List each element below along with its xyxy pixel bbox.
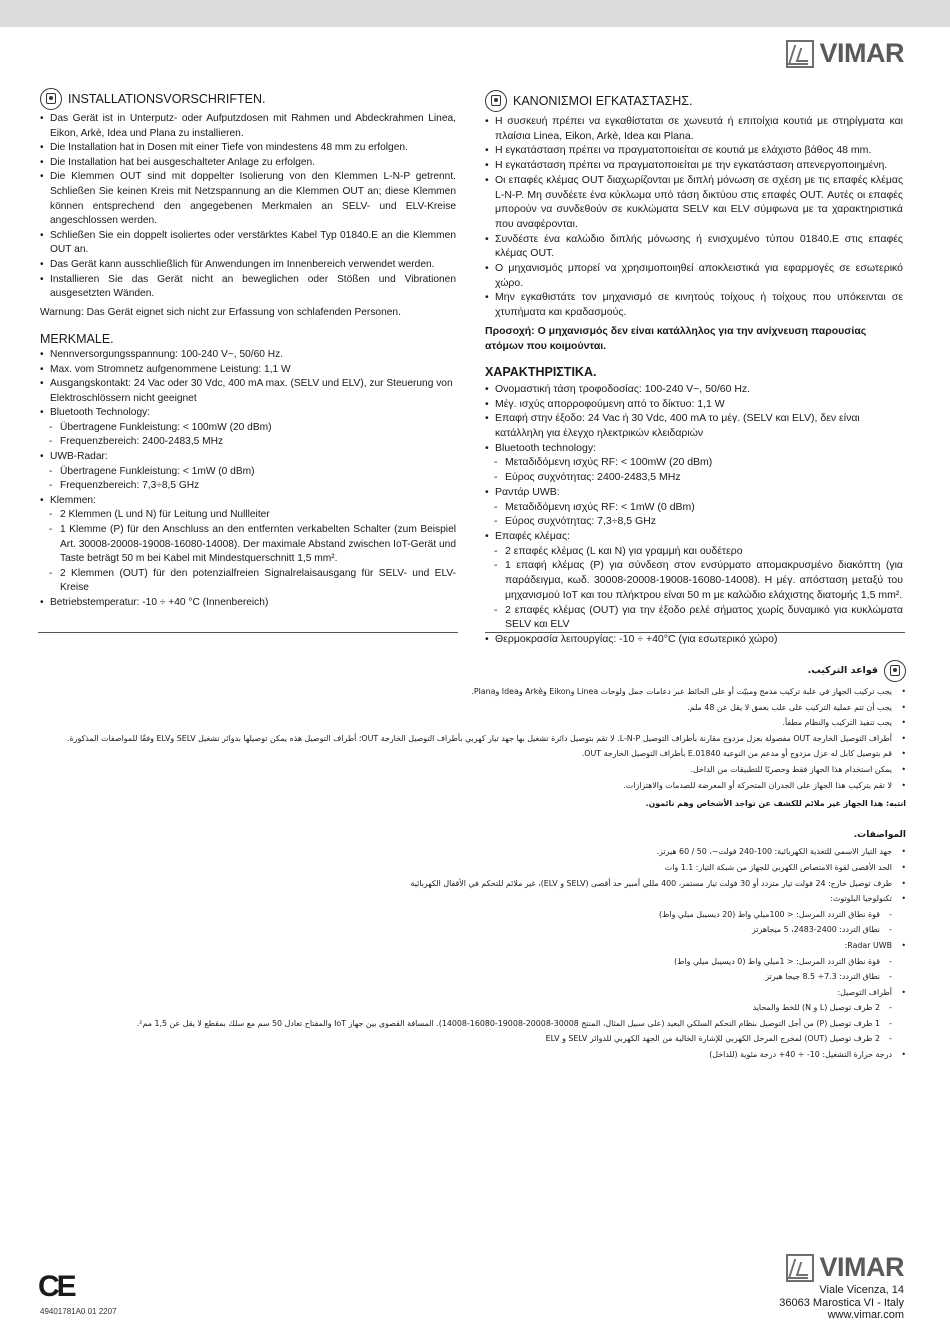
list-item: • الحد الأقصى لقوة الامتصاص الكهربي للجهاز من شبكة التيار: 1.1 وات: [36, 860, 906, 876]
greek-warning: Προσοχή: Ο μηχανισμός δεν είναι κατάλληλος για την ανίχνευση παρουσίας ατόμων που κοιμούνται.: [485, 324, 867, 352]
list-item: [40, 450, 456, 494]
list-item: • Das Gerät kann ausschließlich für Anwendungen im Innenbereich verwendet werden.: [40, 258, 456, 273]
german-features-list: [40, 348, 456, 611]
list-item: • طرف توصيل خارج: 24 فولت تيار متردد أو 30 فولت تيار مستمر، 400 مللي أمبير حد أقصى (SELV و ELV)، غير ملائم للتحكم في الأقفال الكهربائية: [36, 876, 906, 892]
vimar-logo-mark-icon: [786, 1254, 814, 1282]
sub-list-item: - نطاق التردد: 2400-2483، 5 ميجاهرتز: [36, 922, 906, 938]
list-item: • Schließen Sie ein doppelt isoliertes oder verstärktes Kabel Typ 01840.E an die Klemmen OUT an.: [40, 229, 456, 258]
sub-list-item: - 2 طرف توصيل (L و N) للخط والمحايد: [36, 1000, 906, 1016]
greek-terminals-sublist: [485, 544, 903, 632]
list-item: • تكنولوجيا البلوتوث:: [36, 891, 906, 907]
list-item: • أطراف التوصيل الخارجة OUT مفصولة بعزل مزدوج مقارنة بأطراف التوصيل L-N-P. لا تقم بتوصيل دائرة تشغيل بها جهد تيار كهربي بأطراف التوصيل الخارجة OUT؛ أطراف التوصيل هذه يمكن توصيلها بدوائر تشغيل SELV وELV وفقًا للمواصفات المذكورة.: [36, 731, 906, 747]
address-line-1: Viale Vicenza, 14: [819, 1284, 904, 1296]
german-install-heading: [40, 88, 456, 110]
german-bt-sublist: [40, 421, 456, 450]
list-item: • Installieren Sie das Gerät nicht an beweglichen oder Stößen und Vibrationen ausgesetzten Wänden.: [40, 273, 456, 302]
arabic-features-title: المواصفات.: [853, 829, 906, 840]
sub-list-item: - Übertragene Funkleistung: < 100mW (20 dBm): [40, 421, 456, 436]
address-line-2: 36063 Marostica VI - Italy: [779, 1296, 904, 1309]
list-item: [40, 406, 456, 450]
sub-list-item: - Frequenzbereich: 2400-2483,5 MHz: [40, 435, 456, 450]
vimar-logo-footer: [786, 1252, 905, 1283]
german-term-2-distance: Der maximale Abstand zwischen IoT-Gerät und Taste beträgt 50 m bei Kabel mit Mindestquerschnitt 1,5 mm².: [60, 538, 456, 565]
arabic-features-list: [36, 844, 906, 906]
arabic-uwb-sublist: [36, 954, 906, 985]
list-item: • Max. vom Stromnetz aufgenommene Leistung: 1,1 W: [40, 363, 456, 378]
list-item: [40, 494, 456, 596]
company-address: [779, 1284, 904, 1322]
greek-uwb-label: Ραντάρ UWB:: [495, 485, 560, 498]
arabic-warning: انتبه: هذا الجهاز غير ملائم للكشف عن تواجد الأشخاص وهم نائمون.: [645, 799, 906, 809]
list-item: • Οι επαφές κλέμας OUT διαχωρίζονται με διπλή μόνωση σε σχέση με τις επαφές κλέμας L-N-P. Μη συνδέετε ένα κύκλωμα υπό τάση δικτύου στις επαφές OUT. Αυτές οι επαφές μπορούν να συνδεθούν σε κυκλώματα SELV και ELV σύμφωνα με τα χαρακτηριστικά που αναφέρονται.: [485, 173, 903, 232]
list-item: • Die Klemmen OUT sind mit doppelter Isolierung von den Klemmen L-N-P getrennt. Schließen Sie keinen Kreis mit Netzspannung an die Klemmen OUT an; diese Klemmen können entsprechend den angegebenen Merkmalen an SELV- und ELV-Kreise angeschlossen werden.: [40, 170, 456, 228]
arabic-section: [36, 660, 906, 1063]
german-term-2-text: 1 Klemme (P) für den Anschluss an den entfernten verkabelten Schalter (zum Beispiel Art. 30008-20008-19008-16080-14008).: [60, 524, 456, 550]
ce-mark: CE: [38, 1270, 74, 1303]
list-item: • Radar UWB:: [36, 938, 906, 954]
german-install-list: [40, 112, 456, 302]
website-link[interactable]: www.vimar.com: [827, 1309, 904, 1321]
list-item: • Das Gerät ist in Unterputz- oder Aufputzdosen mit Rahmen und Abdeckrahmen Linea, Eikon, Arkè, Idea und Plana zu installieren.: [40, 112, 456, 141]
list-item: [485, 441, 903, 485]
list-item: • Η εγκατάσταση πρέπει να πραγματοποιείται σε κουτιά με ελάχιστο βάθος 48 mm.: [485, 143, 903, 158]
list-item: • Η εγκατάσταση πρέπει να πραγματοποιείται με την εγκατάσταση απενεργοποιημένη.: [485, 158, 903, 173]
list-item: • يجب تنفيذ التركيب والنظام مطفأ.: [36, 715, 906, 731]
vimar-logo-text: VIMAR: [819, 1252, 904, 1282]
german-terminals-label: Klemmen:: [50, 494, 96, 506]
list-item: • جهد التيار الاسمي للتغذية الكهربائية: 100-240 فولت~، 50 / 60 هيرتز.: [36, 844, 906, 860]
list-item: • قم بتوصيل كابل له عزل مزدوج أو مدعم من النوعية 01840.E بأطراف التوصيل الخارجة OUT.: [36, 746, 906, 762]
sub-list-item: - 2 Klemmen (L und N) für Leitung und Nullleiter: [40, 508, 456, 523]
list-item: • Μην εγκαθιστάτε τον μηχανισμό σε κινητούς τοίχους ή τοίχους που υπόκεινται σε χτυπήματα και κραδασμούς.: [485, 290, 903, 319]
greek-install-list: [485, 114, 903, 320]
list-item: • Η συσκευή πρέπει να εγκαθίσταται σε χωνευτά ή επιτοίχια κουτιά με στηρίγματα και πλαίσια Linea, Eikon, Arkè, Idea και Plana.: [485, 114, 903, 143]
list-item: • يجب أن تتم عملية التركيب على علب بعمق لا يقل عن 48 ملم.: [36, 700, 906, 716]
sub-list-item: - Μεταδιδόμενη ισχύς RF: < 100mW (20 dBm): [485, 455, 903, 470]
german-uwb-sublist: [40, 465, 456, 494]
sub-list-item: - Μεταδιδόμενη ισχύς RF: < 1mW (0 dBm): [485, 500, 903, 515]
greek-bt-label: Bluetooth technology:: [495, 441, 596, 454]
arabic-bt-sublist: [36, 907, 906, 938]
german-install-title: INSTALLATIONSVORSCHRIFTEN.: [68, 91, 266, 106]
arabic-terminals-list: [36, 985, 906, 1001]
sub-list-item: - 1 επαφή κλέμας (P) για σύνδεση στον ενσύρματο απομακρυσμένο διακόπτη (για παράδειγμα, κωδ. 30008-20008-19008-16080-14008). Η μέγ. απόσταση μεταξύ του μηχανισμού IoT και του πλήκτρου είναι 50 m με καλώδιο ελάχιστης διατομής 1,5 mm².: [485, 558, 903, 602]
greek-install-heading: [485, 90, 903, 112]
list-item: • Nennversorgungsspannung: 100-240 V~, 50/60 Hz.: [40, 348, 456, 363]
list-item: • Μέγ. ισχύς απορροφούμενη από το δίκτυο: 1,1 W: [485, 397, 903, 412]
greek-uwb-sublist: [485, 500, 903, 529]
sub-list-item: - 2 επαφές κλέμας (OUT) για την έξοδο ρελέ σήματος χωρίς δυναμικό για κυκλώματα SELV και ELV: [485, 603, 903, 632]
divider: [38, 632, 458, 633]
sub-list-item: - Εύρος συχνότητας: 7,3÷8,5 GHz: [485, 514, 903, 529]
document-code: 49401781A0 01 2207: [40, 1307, 117, 1316]
vimar-logo-text: VIMAR: [819, 38, 904, 68]
top-bar: [0, 0, 950, 27]
sub-list-item: - 2 Klemmen (OUT) für den potenzialfreien Signalrelaisausgang für SELV- und ELV-Kreise: [40, 567, 456, 596]
list-item: • Ο μηχανισμός μπορεί να χρησιμοποιηθεί αποκλειστικά για εφαρμογές σε εσωτερικό χώρο.: [485, 261, 903, 290]
list-item: • أطراف التوصيل:: [36, 985, 906, 1001]
sub-list-item: - Frequenzbereich: 7,3÷8,5 GHz: [40, 479, 456, 494]
list-item: • يجب تركيب الجهاز في علبة تركيب مدمج ومبيّت أو على الحائط عبر دعامات جمل ولوحات Linea وEikon وArkè وIdea وPlana.: [36, 684, 906, 700]
list-item: • Επαφή στην έξοδο: 24 Vac ή 30 Vdc, 400 mA το μέγ. (SELV και ELV), δεν είναι κατάλληλη για έλεγχο ηλεκτρικών κλειδαριών: [485, 411, 903, 440]
list-item: • Betriebstemperatur: -10 ÷ +40 °C (Innenbereich): [40, 596, 456, 611]
divider: [485, 632, 905, 633]
german-uwb-label: UWB-Radar:: [50, 451, 108, 463]
installer-icon: [40, 88, 62, 110]
german-features-title: MERKMALE.: [40, 332, 114, 347]
sub-list-item: - نطاق التردد: 7.3÷ 8.5 جيجا هيرتز: [36, 969, 906, 985]
german-bt-label: Bluetooth Technology:: [50, 407, 151, 419]
greek-bt-sublist: [485, 455, 903, 484]
sub-list-item: - Εύρος συχνότητας: 2400-2483,5 MHz: [485, 470, 903, 485]
sub-list-item: - 2 طرف توصيل (OUT) لمخرج المرحل الكهربي للإشارة الخالية من الجهد الكهربي للدوائر SELV و ELV: [36, 1031, 906, 1047]
greek-features-list: [485, 382, 903, 647]
german-terminals-sublist: [40, 508, 456, 596]
sub-list-item: - Übertragene Funkleistung: < 1mW (0 dBm): [40, 465, 456, 480]
sub-list-item: - قوة نطاق التردد المرسل: < 100ميلي واط (20 ديسيبل ميلي واط): [36, 907, 906, 923]
arabic-terminals-sublist: [36, 1000, 906, 1047]
sub-list-item: - 2 επαφές κλέμας (L και N) για γραμμή και ουδέτερο: [485, 544, 903, 559]
vimar-logo-mark-icon: [786, 40, 814, 68]
greek-section: [485, 90, 903, 647]
list-item: • درجة حرارة التشغيل: 10- ÷ 40+ درجة مئوية (للداخل): [36, 1047, 906, 1063]
german-warning: Warnung: Das Gerät eignet sich nicht zur Erfassung von schlafenden Personen.: [40, 306, 401, 318]
arabic-install-list: [36, 684, 906, 793]
list-item: • لا تقم بتركيب هذا الجهاز على الجدران المتحركة أو المعرضة للصدمات والاهتزازات.: [36, 778, 906, 794]
sub-list-item: - 1 طرف توصيل (P) من أجل التوصيل بنظام التحكم السلكي البعيد (على سبيل المثال، المنتج 30008-20008-19008-16080-14008). المسافة القصوى بين جهاز IoT والمفتاح تعادل 50 سم مع سلك بمقطع لا يقل عن 1,5 مم².: [36, 1016, 906, 1032]
list-item: • يمكن استخدام هذا الجهاز فقط وحصريًا للتطبيقات من الداخل.: [36, 762, 906, 778]
sub-list-item: - قوة نطاق التردد المرسل: < 1ميلي واط (0 ديسيبل ميلي واط): [36, 954, 906, 970]
vimar-logo: [786, 38, 905, 69]
arabic-uwb-list: [36, 938, 906, 954]
list-item: • Θερμοκρασία λειτουργίας: -10 ÷ +40°C (για εσωτερικό χώρο): [485, 632, 903, 647]
installer-icon: [485, 90, 507, 112]
list-item: [485, 485, 903, 529]
arabic-install-heading: [36, 660, 906, 682]
list-item: • Die Installation hat bei ausgeschalteter Anlage zu erfolgen.: [40, 156, 456, 171]
greek-features-title: ΧΑΡΑΚΤΗΡΙΣΤΙΚΑ.: [485, 365, 597, 380]
arabic-temp-list: [36, 1047, 906, 1063]
list-item: • Ονομαστική τάση τροφοδοσίας: 100-240 V~, 50/60 Hz.: [485, 382, 903, 397]
arabic-install-title: قواعد التركيب.: [807, 665, 878, 677]
list-item: • Ausgangskontakt: 24 Vac oder 30 Vdc, 400 mA max. (SELV und ELV), zur Steuerung von Elektroschlössern nicht geeignet: [40, 377, 456, 406]
list-item: • Die Installation hat in Dosen mit einer Tiefe von mindestens 48 mm zu erfolgen.: [40, 141, 456, 156]
list-item: [485, 529, 903, 632]
installer-icon: [884, 660, 906, 682]
greek-terminals-label: Επαφές κλέμας:: [495, 529, 570, 542]
list-item: • Συνδέστε ένα καλώδιο διπλής μόνωσης ή ενισχυμένο τύπου 01840.E στις επαφές κλέμας OUT.: [485, 232, 903, 261]
german-section: [40, 88, 456, 611]
greek-install-title: ΚΑΝΟΝΙΣΜΟΙ ΕΓΚΑΤΑΣΤΑΣΗΣ.: [513, 93, 693, 108]
sub-list-item: [40, 523, 456, 567]
